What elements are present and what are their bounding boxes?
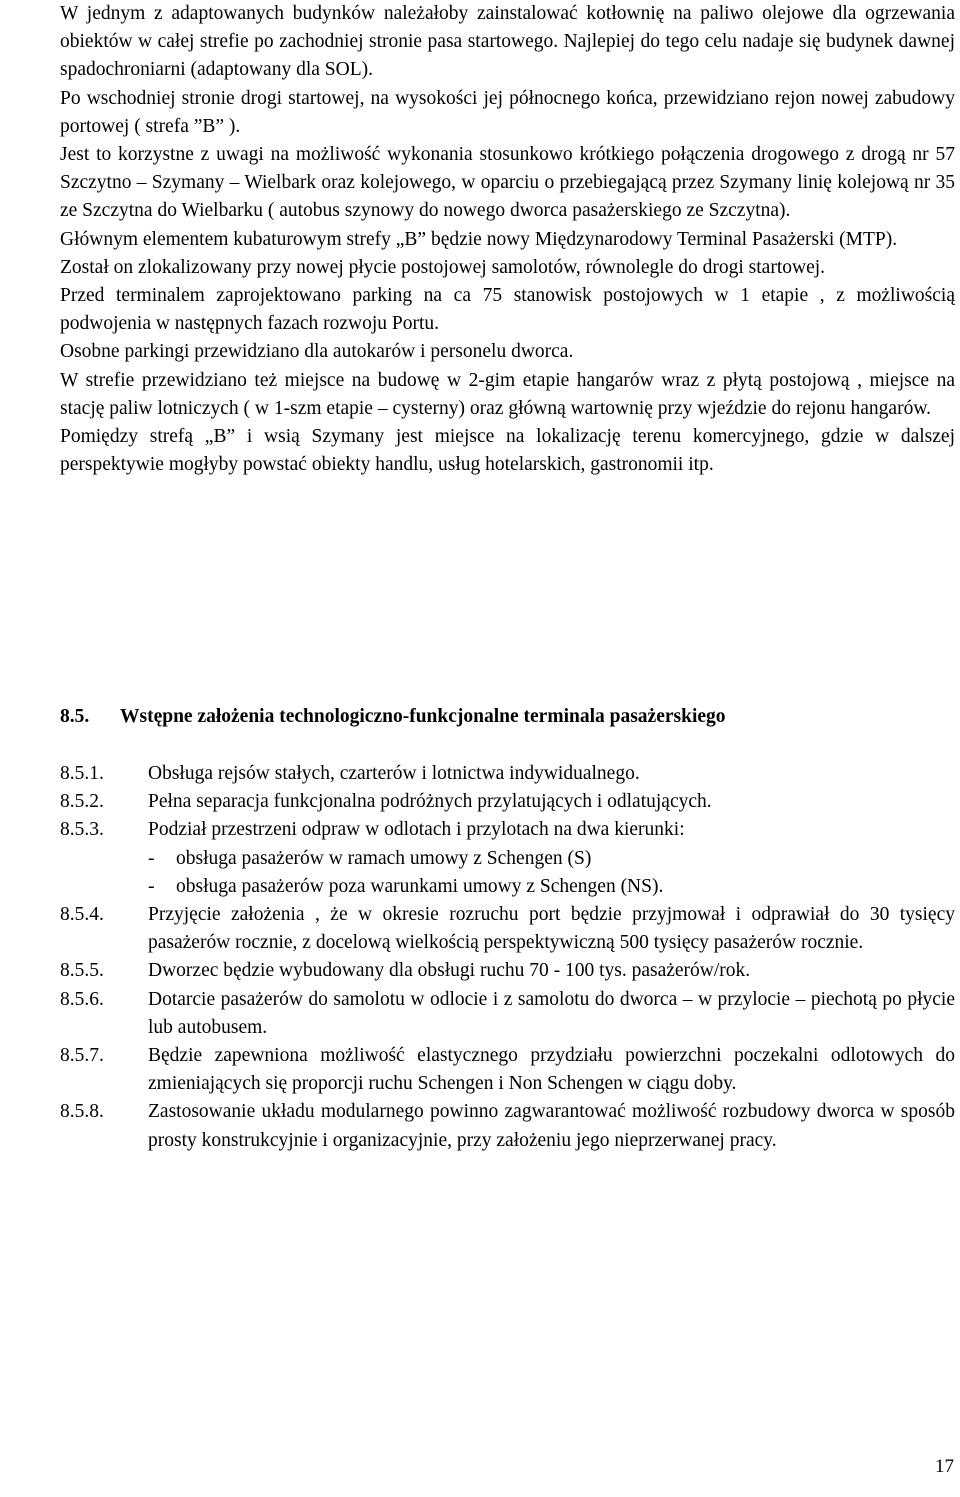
sub-item-text: obsługa pasażerów w ramach umowy z Schengen (S) (176, 847, 592, 869)
paragraph: Jest to korzystne z uwagi na możliwość wykonania stosunkowo krótkiego połączenia drogowego z drogą nr 57 Szczytno – Szymany – Wielbark oraz kolejowego, w oparciu o przebiegającą przez Szymany linię kolejową nr 35 ze Szczytna do Wielbarku ( autobus szynowy do nowego dworca pasażerskiego ze Szczytna). (60, 144, 955, 222)
paragraph: Po wschodniej stronie drogi startowej, na wysokości jej północnego końca, przewidziano rejon nowej zabudowy portowej ( strefa ”B” ). (60, 87, 955, 137)
numbered-list (60, 760, 955, 1155)
item-number: 8.5.4. (60, 904, 104, 926)
item-number: 8.5.5. (60, 960, 104, 982)
paragraph: Przed terminalem zaprojektowano parking na ca 75 stanowisk postojowych w 1 etapie , z możliwością podwojenia w następnych fazach rozwoju Portu. (60, 285, 955, 335)
paragraph: W strefie przewidziano też miejsce na budowę w 2-gim etapie hangarów wraz z płytą postojową , miejsce na stację paliw lotniczych ( w 1-szm etapie – cysterny) oraz główną wartownię przy wjeździe do rejonu hangarów. (60, 369, 955, 419)
item-number: 8.5.1. (60, 763, 104, 784)
dash-marker: - (148, 875, 155, 897)
page-number: 17 (935, 1456, 954, 1477)
item-text: Dworzec będzie wybudowany dla obsługi ruchu 70 - 100 tys. pasażerów/rok. (148, 960, 751, 982)
list-item (60, 986, 955, 1042)
section-heading (60, 703, 955, 731)
item-text: Dotarcie pasażerów do samolotu w odlocie i z samolotu do dworca – w przylocie – piechotą po płycie lub autobusem. (148, 988, 955, 1038)
item-text: Podział przestrzeni odpraw w odlotach i przylotach na dwa kierunki: (148, 819, 685, 841)
paragraph: Pomiędzy strefą „B” i wsią Szymany jest miejsce na lokalizację terenu komercyjnego, gdzie w dalszej perspektywie mogłyby powstać obiekty handlu, usług hotelarskich, gastronomii itp. (60, 426, 955, 476)
item-number: 8.5.3. (60, 819, 104, 841)
paragraph: Głównym elementem kubaturowym strefy „B” będzie nowy Międzynarodowy Terminal Pasażerski (MTP). (60, 228, 898, 250)
item-number: 8.5.2. (60, 791, 104, 813)
item-number: 8.5.7. (60, 1045, 104, 1067)
item-content (148, 816, 955, 901)
list-item (60, 788, 955, 816)
paragraph: W jednym z adaptowanych budynków należałoby zainstalować kotłownię na paliwo olejowe dla ogrzewania obiektów w całej strefie po zachodniej stronie pasa startowego. Najlepiej do tego celu nadaje się budynek dawnej spadochroniarni (adaptowany dla SOL). (60, 3, 955, 81)
list-item (60, 1098, 955, 1154)
list-item (60, 1042, 955, 1098)
item-text: Zastosowanie układu modularnego powinno zagwarantować możliwość rozbudowy dworca w sposób prosty konstrukcyjnie i organizacyjnie, przy założeniu jego nieprzerwanej pracy. (148, 1101, 955, 1151)
paragraph: Osobne parkingi przewidziano dla autokarów i personelu dworca. (60, 341, 574, 363)
item-number: 8.5.6. (60, 988, 104, 1010)
list-item (60, 816, 955, 901)
item-number: 8.5.8. (60, 1101, 104, 1123)
item-text: Będzie zapewniona możliwość elastycznego przydziału powierzchni poczekalni odlotowych do zmieniających się proporcji ruchu Schengen i Non Schengen w ciągu doby. (148, 1045, 955, 1095)
paragraph: Został on zlokalizowany przy nowej płycie postojowej samolotów, równolegle do drogi startowej. (60, 256, 826, 278)
sub-item (148, 873, 955, 901)
item-text: Pełna separacja funkcjonalna podróżnych przylatujących i odlatujących. (148, 791, 712, 813)
list-item (60, 957, 955, 985)
sub-item-text: obsługa pasażerów poza warunkami umowy z Schengen (NS). (176, 875, 664, 897)
list-item (60, 760, 955, 788)
dash-marker: - (148, 847, 155, 869)
item-text: Obsługa rejsów stałych, czarterów i lotnictwa indywidualnego. (148, 763, 640, 784)
item-text: Przyjęcie założenia , że w okresie rozruchu port będzie przyjmował i odprawiał do 30 tysięcy pasażerów rocznie, z docelową wielkością perspektywiczną 500 tysięcy pasażerów rocznie. (148, 904, 955, 954)
section-title: Wstępne założenia technologiczno-funkcjonalne terminala pasażerskiego (120, 706, 726, 727)
sub-item (148, 845, 955, 873)
list-item (60, 901, 955, 957)
section-number: 8.5. (60, 706, 90, 727)
body-text (60, 0, 955, 479)
